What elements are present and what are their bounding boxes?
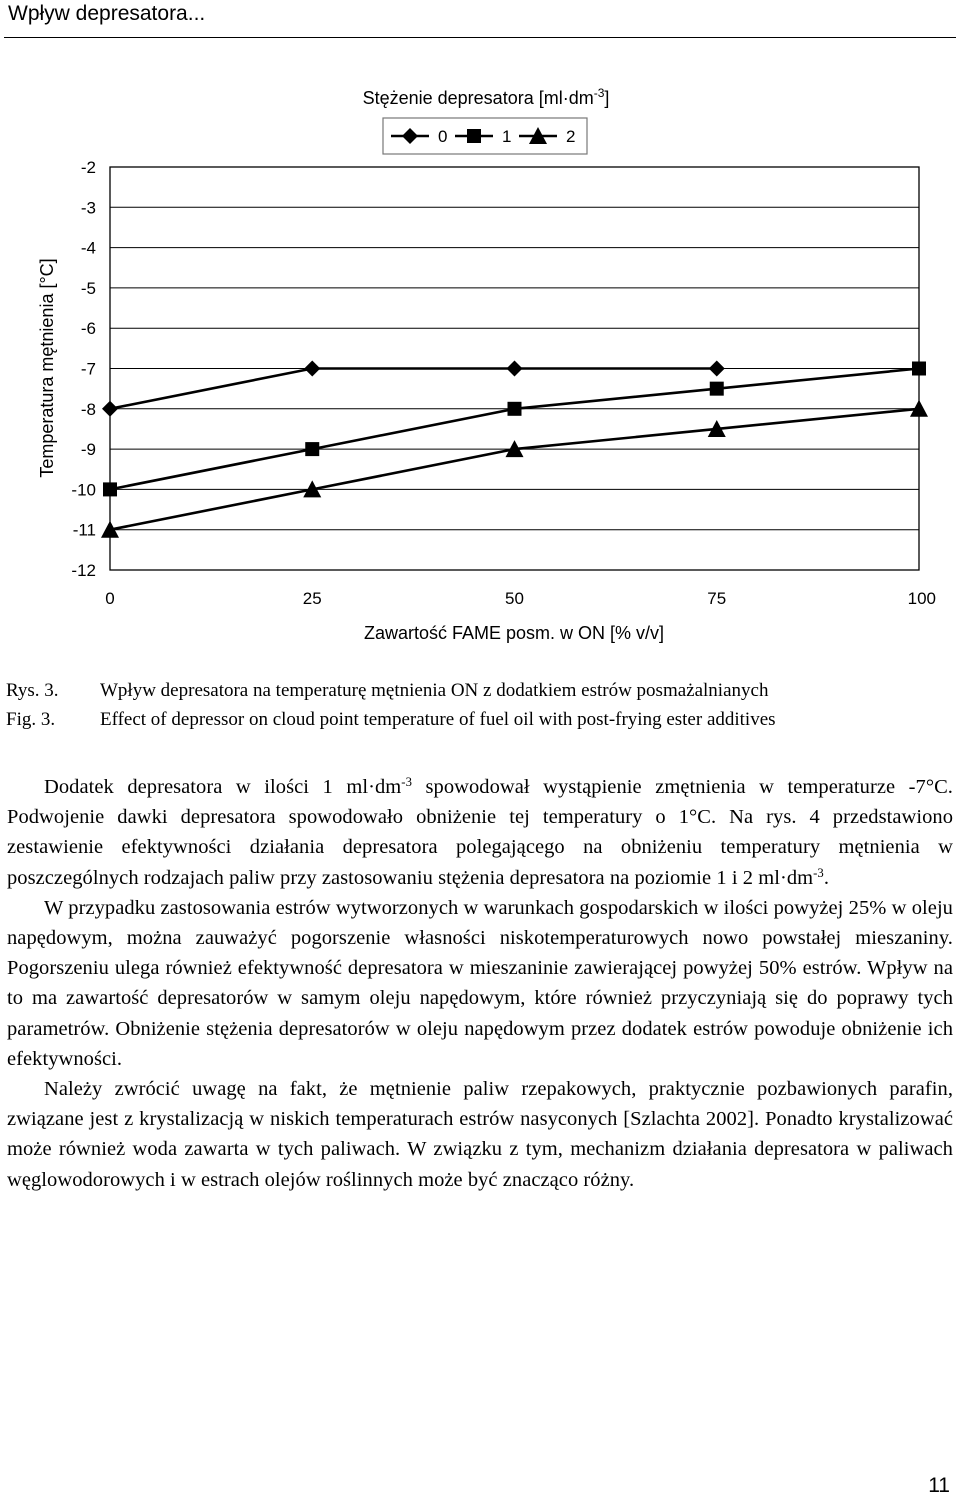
series-line-2 <box>110 409 919 530</box>
chart-title-prefix: Stężenie depresatora [ml <box>362 88 563 108</box>
caption-en-text: Effect of depressor on cloud point temperature of fuel oil with post-frying ester additives <box>100 708 776 730</box>
page-number: 11 <box>928 1474 950 1497</box>
y-tick-label: -6 <box>80 319 96 339</box>
y-tick-label: -2 <box>80 158 96 177</box>
x-tick-labels <box>105 589 936 608</box>
chart-title-dot: · <box>562 88 569 108</box>
legend-label-1: 1 <box>502 127 512 146</box>
y-tick-label: -3 <box>80 198 96 218</box>
series-1-point <box>710 382 724 396</box>
x-tick-label: 75 <box>707 589 727 608</box>
legend-label-2: 2 <box>566 127 576 146</box>
series-line-1 <box>110 369 919 490</box>
cloud-point-chart <box>0 60 960 660</box>
chart-legend <box>383 118 587 154</box>
series-0-point <box>507 361 523 377</box>
y-tick-label: -12 <box>71 561 96 580</box>
paragraph-1: Dodatek depresatora w ilości 1 $ml\cdot dm^{-3}$ spowodował wystąpienie zmętnienia w temperaturze -7°C. Podwojenie dawki depresatora spowodowało obniżenie tej temperatury o 1°C. Na rys. 4 przedstawiono zestawienie efektywności działania depresatora polegającego na obniżeniu temperatury mętnienia w poszczególnych rodzajach paliw przy zastosowaniu stężenia depresatora na poziomie 1 i 2 $ml\cdot dm^{-3}$. <box>7 775 953 889</box>
legend-marker-1 <box>467 129 481 143</box>
y-tick-labels <box>71 158 96 580</box>
series-1-point <box>103 482 117 496</box>
x-axis-label: Zawartość FAME posm. w ON [% v/v] <box>363 623 665 643</box>
series-1-point <box>508 402 522 416</box>
body-text <box>7 772 953 1195</box>
series-0-point <box>304 361 320 377</box>
chart-title-unit: dm <box>568 88 594 108</box>
chart-title-exp: -3 <box>593 86 605 100</box>
caption-pl <box>6 677 956 706</box>
chart-title <box>363 86 610 108</box>
x-tick-label: 50 <box>505 589 524 608</box>
y-tick-label: -4 <box>80 238 96 258</box>
series-1-point <box>305 442 319 456</box>
series-line-0 <box>110 369 717 409</box>
x-tick-label: 100 <box>907 589 936 608</box>
y-axis-label: Temperatura mętnienia [°C] <box>37 258 57 478</box>
caption-en-label: Fig. 3. <box>6 708 56 730</box>
caption-pl-text: Wpływ depresatora na temperaturę mętnienia ON z dodatkiem estrów posmażalnianych <box>100 680 769 701</box>
paragraph-3: Należy zwrócić uwagę na fakt, że mętnienie paliw rzepakowych, praktycznie pozbawionych parafin, związane jest z krystalizacją w niskich temperaturach estrów nasyconych [Szlachta 2002]. Ponadto krystalizować może również woda zawarta w tych paliwach. W związku z tym, mechanizm działania depresatora w paliwach węglowodorowych i w estrach olejów roślinnych może być znacząco różny. <box>7 1078 953 1191</box>
y-tick-label: -9 <box>80 440 96 460</box>
x-tick-label: 0 <box>105 589 115 608</box>
series-0-point <box>709 361 725 377</box>
series-1-point <box>912 362 926 376</box>
paragraph-2: W przypadku zastosowania estrów wytworzonych w warunkach gospodarskich w ilości powyżej 25% w oleju napędowym, można zauważyć pogorszenie własności niskotemperaturowych nowo powstałej mieszaniny. Pogorszeniu ulega również efektywność depresatora w mieszaninie zawierającej powyżej 50% estrów. Wpływ na to ma zawartość depresatorów w samym oleju napędowym, które również przyczyniają się do poprawy tych parametrów. Obniżenie stężenia depresatorów w oleju napędowym przez dodatek estrów powoduje obniżenie ich efektywności. <box>7 896 953 1070</box>
y-tick-label: -10 <box>71 480 96 500</box>
caption-pl-label: Rys. 3. <box>6 680 59 701</box>
y-tick-label: -5 <box>80 278 96 298</box>
header-rule <box>4 37 956 38</box>
caption-en <box>6 706 956 735</box>
figure-caption <box>6 677 956 734</box>
y-tick-label: -11 <box>72 520 96 540</box>
y-tick-label: -7 <box>80 359 96 379</box>
series-0-point <box>102 401 118 417</box>
chart-title-suffix: ] <box>604 88 610 108</box>
running-title: Wpływ depresatora... <box>8 2 206 25</box>
x-tick-label: 25 <box>302 589 322 608</box>
legend-label-0: 0 <box>438 127 448 146</box>
y-tick-label: -8 <box>80 399 96 419</box>
